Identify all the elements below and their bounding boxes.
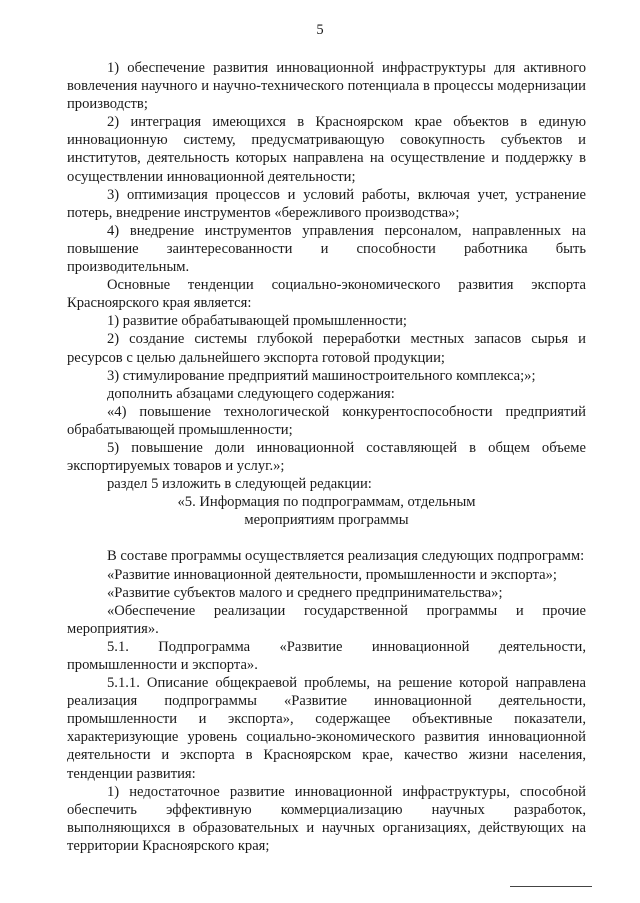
paragraph: «4) повышение технологической конкурентоспособности предприятий обрабатывающей промышленности; <box>67 403 586 438</box>
paragraph: 4) внедрение инструментов управления персоналом, направленных на повышение заинтересованности и способности работника быть производительным. <box>67 222 586 276</box>
paragraph: 3) стимулирование предприятий машиностроительного комплекса;»; <box>107 367 536 384</box>
paragraph: 5.1.1. Описание общекраевой проблемы, на решение которой направлена реализация подпрограммы «Развитие инновационной деятельности, промышленности и экспорта», содержащее объективные показатели, характеризующие уровень социально-экономического развития инновационной деятельности и экспорта в Красноярском крае, качество жизни населения, тенденции развития: <box>67 675 586 782</box>
paragraph: «Обеспечение реализации государственной программы и прочие мероприятия». <box>67 602 586 637</box>
paragraph: дополнить абзацами следующего содержания: <box>107 385 395 402</box>
page-number: 5 <box>316 22 324 38</box>
paragraph: «Развитие инновационной деятельности, промышленности и экспорта»; <box>107 566 557 583</box>
blank-line <box>67 529 586 547</box>
paragraph: 1) обеспечение развития инновационной инфраструктуры для активного вовлечения научного и научно-технического потенциала в процессы модернизации производств; <box>67 60 586 113</box>
paragraph: 1) недостаточное развитие инновационной инфраструктуры, способной обеспечить эффективную коммерциализацию научных разработок, выполняющихся в образовательных и научных организациях, действующих на территории Красноярского края; <box>67 783 586 854</box>
section-heading-line-2: мероприятиям программы <box>244 512 409 529</box>
footer-rule <box>510 886 592 887</box>
document-body <box>67 59 586 855</box>
paragraph: Основные тенденции социально-экономического развития экспорта Красноярского края является: <box>67 277 586 312</box>
paragraph: 2) интеграция имеющихся в Красноярском крае объектов в единую инновационную систему, предусматривающую совокупность субъектов и институтов, деятельность которых направлена на осуществление и поддержку в осуществлении инновационной деятельности; <box>67 114 586 185</box>
paragraph: В составе программы осуществляется реализация следующих подпрограмм: <box>107 548 585 565</box>
paragraph: раздел 5 изложить в следующей редакции: <box>107 476 372 493</box>
paragraph: 3) оптимизация процессов и условий работы, включая учет, устранение потерь, внедрение инструментов «бережливого производства»; <box>67 186 586 221</box>
paragraph: 5.1. Подпрограмма «Развитие инновационной деятельности, промышленности и экспорта». <box>67 638 586 673</box>
section-heading-line-1: «5. Информация по подпрограммам, отдельным <box>177 494 476 511</box>
paragraph: «Развитие субъектов малого и среднего предпринимательства»; <box>107 584 503 601</box>
paragraph: 5) повышение доли инновационной составляющей в общем объеме экспортируемых товаров и услуг.»; <box>67 439 586 475</box>
paragraph: 2) создание системы глубокой переработки местных запасов сырья и ресурсов с целью дальнейшего экспорта готовой продукции; <box>67 331 586 366</box>
paragraph: 1) развитие обрабатывающей промышленности; <box>107 313 407 330</box>
